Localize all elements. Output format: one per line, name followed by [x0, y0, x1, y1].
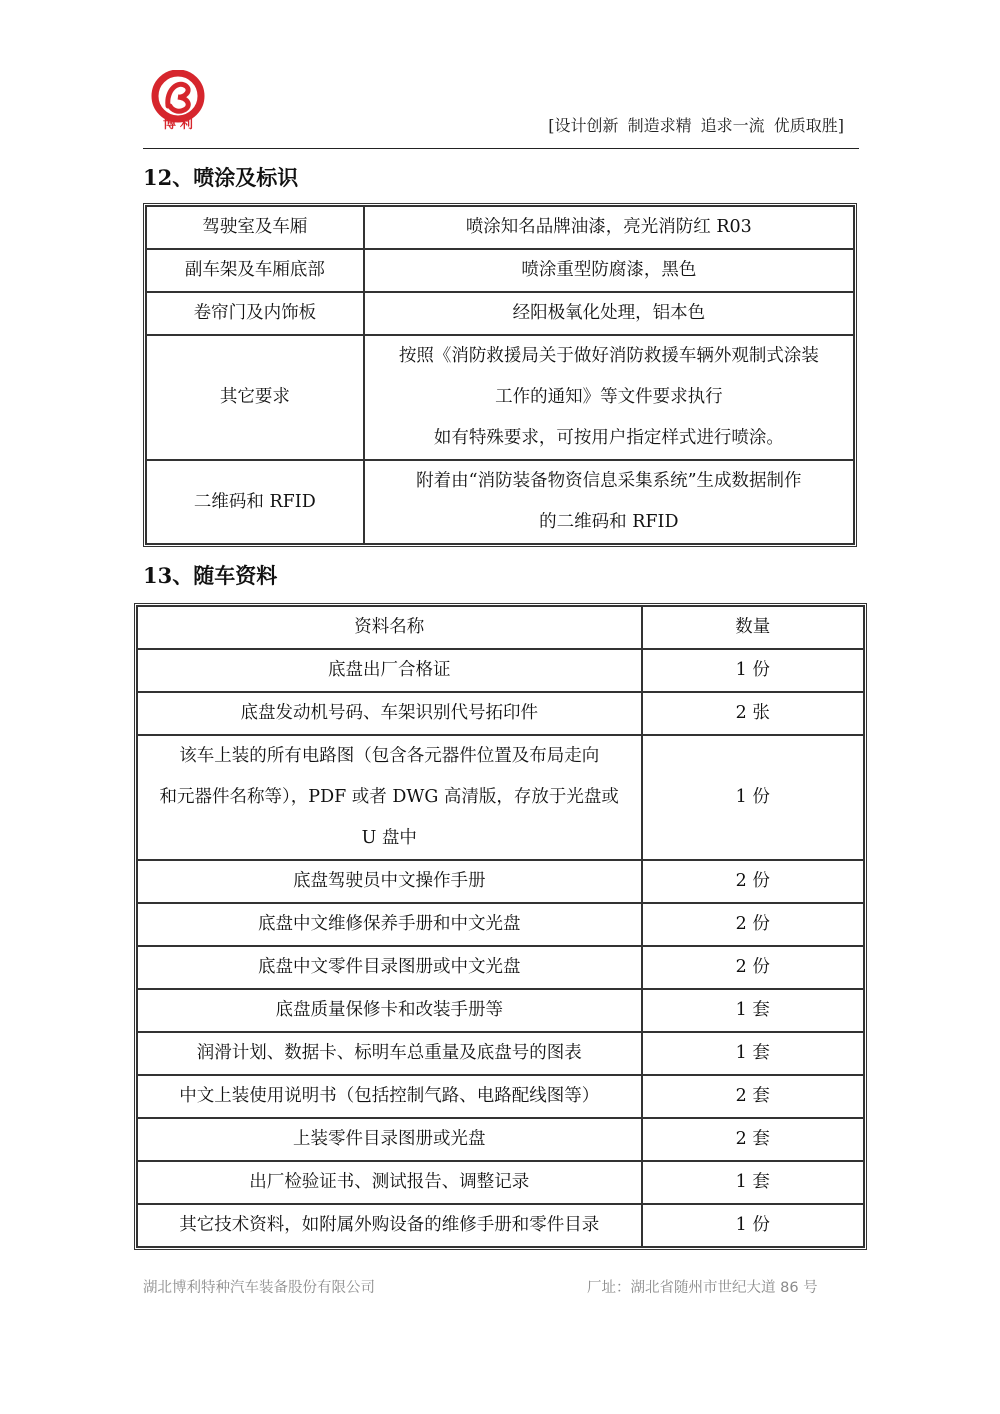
- table-row: [137, 649, 864, 692]
- cell-line: 工作的通知》等文件要求执行: [495, 387, 723, 407]
- document-name: [137, 1204, 642, 1247]
- cell-line: 底盘出厂合格证: [328, 660, 451, 680]
- document-name: [137, 860, 642, 903]
- header-slogan: [设计创新 制造求精 追求一流 优质取胜]: [548, 116, 844, 135]
- header-qty: 数量: [642, 606, 865, 649]
- cell-line: 底盘质量保修卡和改装手册等: [275, 1000, 503, 1020]
- table-row: [137, 903, 864, 946]
- document-qty: 2 份: [642, 903, 865, 946]
- spec-value: [364, 249, 854, 292]
- document-name: [137, 649, 642, 692]
- document-qty: 2 套: [642, 1118, 865, 1161]
- cell-line: 润滑计划、数据卡、标明车总重量及底盘号的图表: [196, 1043, 582, 1063]
- spec-value: [364, 460, 854, 544]
- cell-line: 附着由“消防装备物资信息采集系统”生成数据制作: [416, 471, 802, 491]
- table-row: [137, 1204, 864, 1247]
- table-row: [137, 1161, 864, 1204]
- cell-line: 底盘中文零件目录图册或中文光盘: [258, 957, 521, 977]
- footer-address: 厂址：湖北省随州市世纪大道 86 号: [587, 1280, 818, 1296]
- cell-line: U 盘中: [361, 828, 417, 848]
- document-qty: 1 套: [642, 989, 865, 1032]
- document-qty: 2 份: [642, 946, 865, 989]
- table-row: [146, 460, 854, 544]
- table-row: [137, 946, 864, 989]
- table-row: [146, 206, 854, 249]
- spec-value: [364, 206, 854, 249]
- section-13-title: 13、随车资料: [143, 563, 278, 588]
- spec-label: 卷帘门及内饰板: [146, 292, 364, 335]
- table-row: [137, 1032, 864, 1075]
- cell-line: 底盘发动机号码、车架识别代号拓印件: [240, 703, 538, 723]
- section-12-title: 12、喷涂及标识: [143, 165, 299, 190]
- table-row: [137, 1118, 864, 1161]
- document-qty: 2 张: [642, 692, 865, 735]
- documents-table: [134, 603, 867, 1250]
- cell-line: 其它技术资料，如附属外购设备的维修手册和零件目录: [179, 1215, 600, 1235]
- cell-line: 经阳极氧化处理，铝本色: [512, 303, 706, 323]
- spec-label: 二维码和 RFID: [146, 460, 364, 544]
- table-row: [146, 249, 854, 292]
- document-qty: 1 份: [642, 1204, 865, 1247]
- table-row: [137, 735, 864, 860]
- cell-line: 中文上装使用说明书（包括控制气路、电路配线图等）: [179, 1086, 600, 1106]
- document-qty: 1 份: [642, 735, 865, 860]
- header-divider: [143, 148, 859, 149]
- document-name: [137, 903, 642, 946]
- table-row: [146, 335, 854, 460]
- cell-line: 按照《消防救援局关于做好消防救援车辆外观制式涂装: [398, 346, 819, 366]
- cell-line: 底盘中文维修保养手册和中文光盘: [258, 914, 521, 934]
- document-qty: 2 套: [642, 1075, 865, 1118]
- spec-label: 副车架及车厢底部: [146, 249, 364, 292]
- document-name: [137, 989, 642, 1032]
- painting-spec-table: [143, 203, 857, 547]
- document-qty: 1 套: [642, 1161, 865, 1204]
- document-name: [137, 1118, 642, 1161]
- cell-line: 上装零件目录图册或光盘: [293, 1129, 486, 1149]
- table-row: [137, 860, 864, 903]
- table-row: [146, 292, 854, 335]
- document-name: [137, 946, 642, 989]
- document-name: [137, 1075, 642, 1118]
- document-name: [137, 735, 642, 860]
- document-name: [137, 1032, 642, 1075]
- table-row: [137, 989, 864, 1032]
- cell-line: 的二维码和 RFID: [539, 512, 679, 532]
- document-name: [137, 692, 642, 735]
- footer-company: 湖北博利特种汽车装备股份有限公司: [143, 1280, 375, 1296]
- cell-line: 底盘驾驶员中文操作手册: [293, 871, 486, 891]
- logo-text: 博利: [162, 117, 197, 132]
- header-name: 资料名称: [137, 606, 642, 649]
- table-header-row: [137, 606, 864, 649]
- spec-value: [364, 335, 854, 460]
- document-qty: 1 套: [642, 1032, 865, 1075]
- cell-line: 如有特殊要求，可按用户指定样式进行喷涂。: [433, 428, 784, 448]
- document-qty: 1 份: [642, 649, 865, 692]
- cell-line: 喷涂知名品牌油漆，亮光消防红 R03: [465, 217, 752, 237]
- cell-line: 喷涂重型防腐漆，黑色: [521, 260, 697, 280]
- spec-label: 其它要求: [146, 335, 364, 460]
- table-row: [137, 1075, 864, 1118]
- document-name: [137, 1161, 642, 1204]
- spec-value: [364, 292, 854, 335]
- document-qty: 2 份: [642, 860, 865, 903]
- cell-line: 出厂检验证书、测试报告、调整记录: [249, 1172, 530, 1192]
- spec-label: 驾驶室及车厢: [146, 206, 364, 249]
- cell-line: 该车上装的所有电路图（包含各元器件位置及布局走向: [179, 746, 600, 766]
- table-row: [137, 692, 864, 735]
- cell-line: 和元器件名称等），PDF 或者 DWG 高清版，存放于光盘或: [159, 787, 619, 807]
